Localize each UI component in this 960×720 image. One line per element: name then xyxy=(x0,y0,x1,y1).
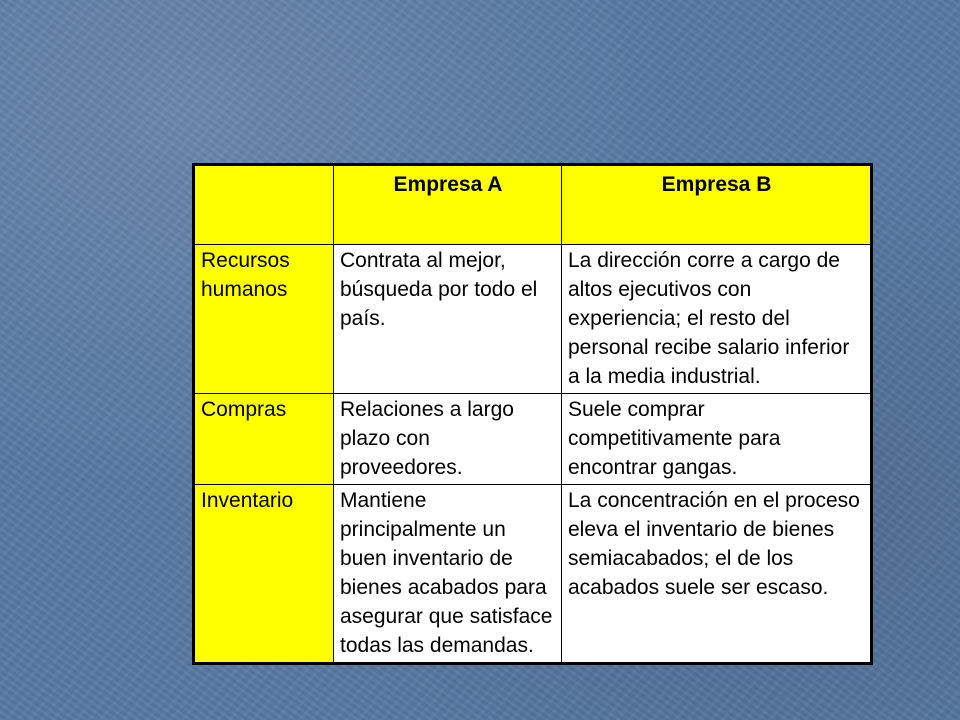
row-label-inventario: Inventario xyxy=(194,485,334,664)
cell-inventario-empresa-b: La concentración en el proceso eleva el inventario de bienes semiacabados; el de los acabados suele ser escaso. xyxy=(562,485,872,664)
row-label-compras: Compras xyxy=(194,394,334,485)
header-empresa-b: Empresa B xyxy=(562,165,872,245)
comparison-table xyxy=(192,163,873,665)
row-label-recursos-humanos: Recursos humanos xyxy=(194,245,334,394)
cell-inventario-empresa-a: Mantiene principalmente un buen inventario de bienes acabados para asegurar que satisface todas las demandas. xyxy=(334,485,562,664)
header-corner-cell xyxy=(194,165,334,245)
header-empresa-a: Empresa A xyxy=(334,165,562,245)
table-header-row xyxy=(194,165,872,245)
cell-compras-empresa-b: Suele comprar competitivamente para encontrar gangas. xyxy=(562,394,872,485)
table-row xyxy=(194,485,872,664)
cell-compras-empresa-a: Relaciones a largo plazo con proveedores. xyxy=(334,394,562,485)
cell-recursos-humanos-empresa-a: Contrata al mejor, búsqueda por todo el país. xyxy=(334,245,562,394)
cell-recursos-humanos-empresa-b: La dirección corre a cargo de altos ejecutivos con experiencia; el resto del personal recibe salario inferior a la media industrial. xyxy=(562,245,872,394)
table-row xyxy=(194,245,872,394)
table-row xyxy=(194,394,872,485)
